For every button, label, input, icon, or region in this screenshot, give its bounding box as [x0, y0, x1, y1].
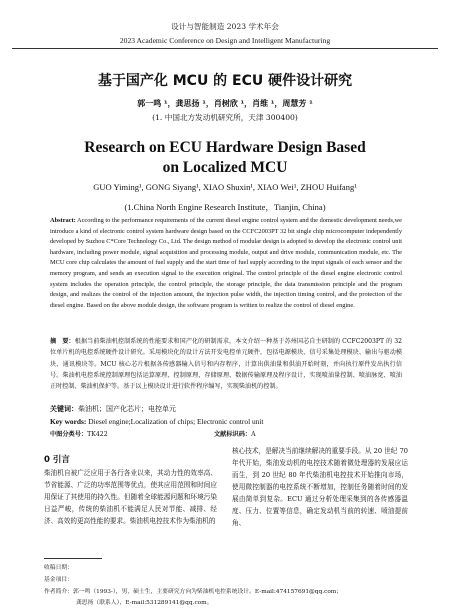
english-keywords-text: Diesel engine;Localization of chips; Electronic control unit	[88, 417, 264, 426]
section-heading: 0 引言	[44, 455, 70, 465]
chinese-affiliation: (1. 中国北方发动机研究所，天津 300400)	[152, 113, 298, 122]
chinese-keywords-label: 关键词：	[50, 405, 78, 413]
body-column-left: 柴油机自被广泛应用于各行各业以来，其动力性的效率高、节省能源、广泛的功率范围等优点，使其应用范围和时间应用保证了其使用的持久性。但随着全球能源问题和环境污染日益严峻，传统的柴油机不能满足人民对节能、减排、经济、高效的更高性能的要求。柴油机电控技术作为柴油机的	[44, 469, 217, 525]
running-header-en: 2023 Academic Conference on Design and Intelligent Manufacturing	[119, 36, 331, 45]
english-authors: GUO Yiming¹, GONG Siyang¹, XIAO Shuxin¹, XIAO Wei¹, ZHOU Huifang¹	[93, 182, 357, 192]
footnote-author1: 作者简介：郭一鸣（1993-），男，硕士生，主要研究方向为柴油机电控系统设计。E-mail:474157691@qq.com；	[44, 589, 343, 595]
header-rule	[12, 48, 438, 49]
footnote-author2: 龚思扬（联系人），E-mail:531289141@qq.com。	[76, 600, 213, 606]
footnote-received: 收稿日期：	[44, 565, 73, 571]
english-abstract-label: Abstract:	[50, 217, 76, 224]
footnote-rule	[44, 558, 102, 559]
clc-number: 中图分类号：TK422	[50, 431, 108, 438]
chinese-authors: 郭一鸣 ¹，龚思扬 ¹，肖树欣 ¹，肖维 ¹，周慧芳 ¹	[137, 99, 313, 108]
english-title	[0, 138, 450, 178]
english-abstract	[50, 216, 402, 311]
chinese-keywords	[50, 404, 402, 414]
english-abstract-text: According to the performance requirements of the current diesel engine control system and the domestic development needs,we introduce a kind of electronic control system hardware design based on the CCFC2003PT 32 bit single chip microcomputer independently developed by Suzhou C*Core Technology Co., Ltd. The design method of modular design is adopted to develop the electronic control unit hardware, including power module, signal acquisition and processing module, output and drive module, communication module, etc. The MCU core chip calculates the amount of fuel supply and the start time of fuel supply according to the input signals of each sensor and the memory program, and sends an execution signal to the execution original. The control principle of the diesel engine electronic control system includes the operation principle, the control principle, the storage principle, the data transmission principle and the program design, and realizes the control of the injection amount, the injection pulse width, the injection timing control, and the protection of the diesel engine. Based on the above module design, the software program is written to realize the control of diesel engine.	[50, 217, 402, 309]
document-code: 文献标识码：A	[214, 431, 256, 438]
footnote-fund: 基金项目：	[44, 577, 73, 583]
chinese-title: 基于国产化 MCU 的 ECU 硬件设计研究	[97, 73, 353, 89]
chinese-abstract-text: 根据当前柴油机控制系统的性能要求和国产化的研制需求，本文介绍一种基于苏州国芯自主研制的 CCFC2003PT 的 32 位单片机的电控系统硬件设计研究。采用模块化的设计方法开发电控单元硬件，包括电源模块、信号采集处理模块、输出与驱动模块、通讯模块等。MCU 核心芯片根据各传感器输入信号和内存程序，计算出供油量和供油开始时刻，并向执行原件发出执行信号。柴油机电控系统控制原理包括运算原理、控制原理、存储原理、数据传输原理及程序设计，实现喷油量控制、喷油脉宽、喷油正时控制、柴油机保护等。基于以上模块设计进行软件程序编写，实现柴油机的控制。	[50, 338, 403, 391]
english-affiliation: (1.China North Engine Research Institute，Tianjin, China)	[124, 202, 326, 212]
english-title-line2: on Localized MCU	[162, 159, 288, 176]
body-column-right: 核心技术，是解决当前继续解决的重要手段。从 20 世纪 70 年代开始，柴油发动机的电控技术随着微处理器的发展应运而生，到 20 世纪 80 年代柴油机电控技术开始推向市场，使用微控制器的电控系统不断增加，控制任务随着时间的发展由简单到复杂。ECU 通过分析处理采集到的各传感器温度、压力、位置等信息，确定发动机当前的转速、喷油提前角、	[232, 447, 408, 527]
english-keywords	[50, 417, 402, 426]
classification-row	[50, 429, 402, 438]
english-title-line1: Research on ECU Hardware Design Based	[84, 139, 366, 156]
running-header-cn: 设计与智能制造 2023 学术年会	[171, 22, 279, 31]
chinese-abstract-label: 摘 要：	[50, 338, 75, 345]
english-keywords-label: Key words:	[50, 417, 87, 426]
chinese-abstract	[50, 336, 402, 392]
chinese-keywords-text: 柴油机；国产化芯片；电控单元	[78, 405, 176, 413]
